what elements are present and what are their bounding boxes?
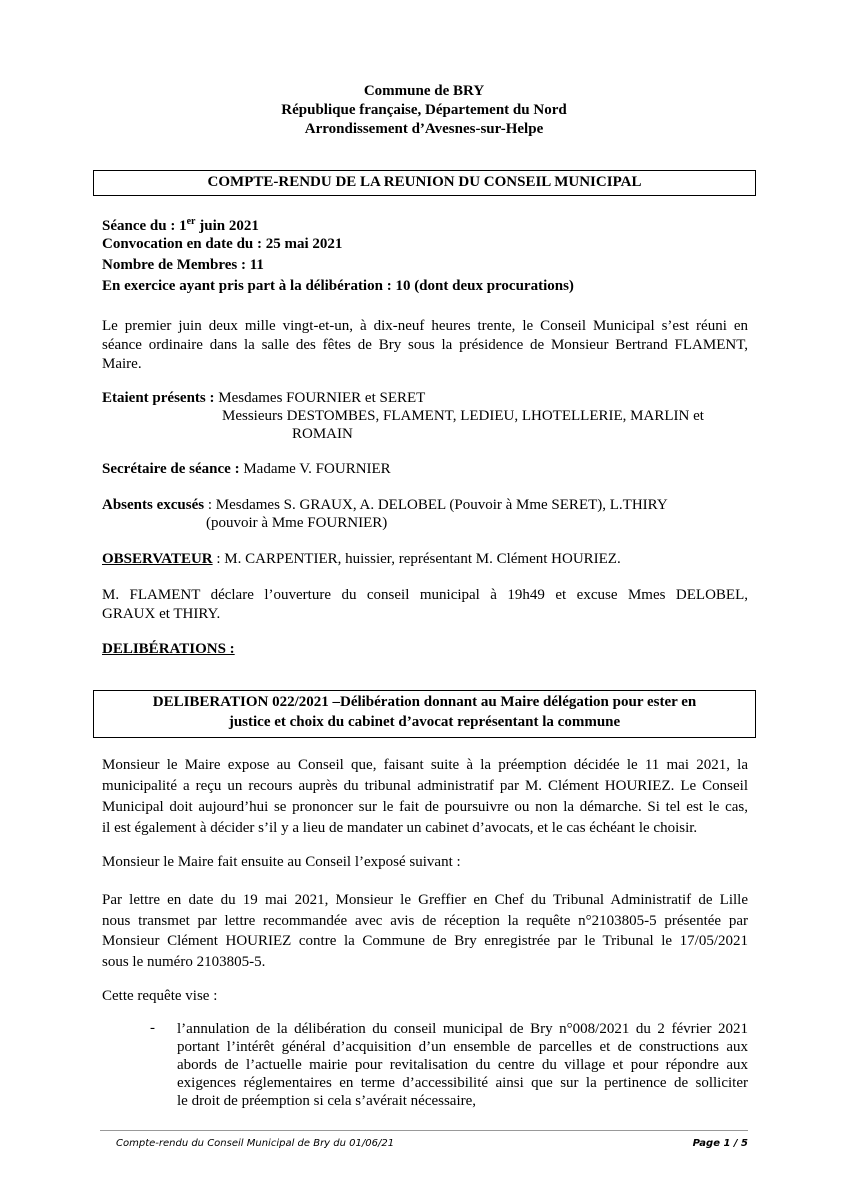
title-box <box>93 170 756 196</box>
para1-line-3: Municipal doit aujourd’hui se prononcer sur le fait de poursuivre ou non la démarche. Si tel est le cas, <box>102 799 748 815</box>
footer-rule <box>100 1130 748 1131</box>
footer-title: Compte-rendu du Conseil Municipal de Bry du 01/06/21 <box>116 1138 395 1149</box>
bullet-line-3: abords de l’actuelle mairie pour revitalisation du centre du village et pour répondre aux <box>177 1057 748 1073</box>
bullet-line-1: l’annulation de la délibération du conseil municipal de Bry n°008/2021 du 2 février 2021 <box>177 1021 748 1037</box>
deliberations-heading: DELIBÉRATIONS : <box>102 641 235 657</box>
presents-line-1: Etaient présents : Mesdames FOURNIER et SERET <box>102 390 426 406</box>
deliberation-title-line-1: DELIBERATION 022/2021 –Délibération donnant au Maire délégation pour ester en <box>152 694 697 710</box>
header-republique: République française, Département du Nord <box>281 102 567 118</box>
bullet-dash: - <box>150 1020 155 1036</box>
intro-line-2: séance ordinaire dans la salle des fêtes de Bry sous la présidence de Monsieur Bertrand FLAMENT, <box>102 337 748 353</box>
para1-line-2: municipalité a reçu un recours auprès du tribunal administratif par M. Clément HOURIEZ. Le Conseil <box>102 778 748 794</box>
para3-line-1: Par lettre en date du 19 mai 2021, Monsieur le Greffier en Chef du Tribunal Administratif de Lille <box>102 892 748 908</box>
seance-date: Séance du : 1er juin 2021 <box>102 216 259 234</box>
para2: Monsieur le Maire fait ensuite au Conseil l’exposé suivant : <box>102 854 461 870</box>
secretaire-seance: Secrétaire de séance : Madame V. FOURNIER <box>102 461 391 477</box>
para1-line-1: Monsieur le Maire expose au Conseil que, faisant suite à la préemption décidée le 11 mai 2021, la <box>102 757 748 773</box>
para3-line-4: sous le numéro 2103805-5. <box>102 954 266 970</box>
header-arrondissement: Arrondissement d’Avesnes-sur-Helpe <box>304 121 544 137</box>
intro-line-3: Maire. <box>102 356 142 372</box>
presents-line-3: ROMAIN <box>292 426 353 442</box>
en-exercice: En exercice ayant pris part à la délibération : 10 (dont deux procurations) <box>102 278 574 294</box>
para1-line-4: il est également à décider s’il y a lieu de mandater un cabinet d’avocats, et le cas échéant le choisir. <box>102 820 698 836</box>
para3-line-3: Monsieur Clément HOURIEZ contre la Commune de Bry enregistrée par le Tribunal le 17/05/2021 <box>102 933 748 949</box>
bullet-line-4: exigences réglementaires en terme d’accessibilité ainsi que sur la pertinence de solliciter <box>177 1075 748 1091</box>
para4: Cette requête vise : <box>102 988 218 1004</box>
footer-page-number: Page 1 / 5 <box>692 1138 748 1149</box>
ouverture-line-1: M. FLAMENT déclare l’ouverture du conseil municipal à 19h49 et excuse Mmes DELOBEL, <box>102 587 748 603</box>
deliberation-box <box>93 690 756 738</box>
ouverture-line-2: GRAUX et THIRY. <box>102 606 221 622</box>
bullet-line-5: le droit de préemption si cela s’avérait nécessaire, <box>177 1093 477 1109</box>
presents-line-2: Messieurs DESTOMBES, FLAMENT, LEDIEU, LHOTELLERIE, MARLIN et <box>222 408 704 424</box>
absents-line-2: (pouvoir à Mme FOURNIER) <box>206 515 388 531</box>
intro-line-1: Le premier juin deux mille vingt-et-un, à dix-neuf heures trente, le Conseil Municipal s’est réuni en <box>102 318 748 334</box>
header-commune: Commune de BRY <box>363 83 485 99</box>
bullet-line-2: portant l’intérêt général d’acquisition d’un ensemble de parcelles et de constructions aux <box>177 1039 748 1055</box>
para3-line-2: nous transmet par lettre recommandée avec avis de réception la requête n°2103805-5 présentée par <box>102 913 748 929</box>
convocation-date: Convocation en date du : 25 mai 2021 <box>102 236 343 252</box>
absents-line-1: Absents excusés : Mesdames S. GRAUX, A. DELOBEL (Pouvoir à Mme SERET), L.THIRY <box>102 497 668 513</box>
deliberation-title-line-2: justice et choix du cabinet d’avocat représentant la commune <box>228 714 621 730</box>
document-title: COMPTE-RENDU DE LA REUNION DU CONSEIL MUNICIPAL <box>207 174 642 190</box>
observateur: OBSERVATEUR : M. CARPENTIER, huissier, représentant M. Clément HOURIEZ. <box>102 551 621 567</box>
nombre-membres: Nombre de Membres : 11 <box>102 257 264 273</box>
